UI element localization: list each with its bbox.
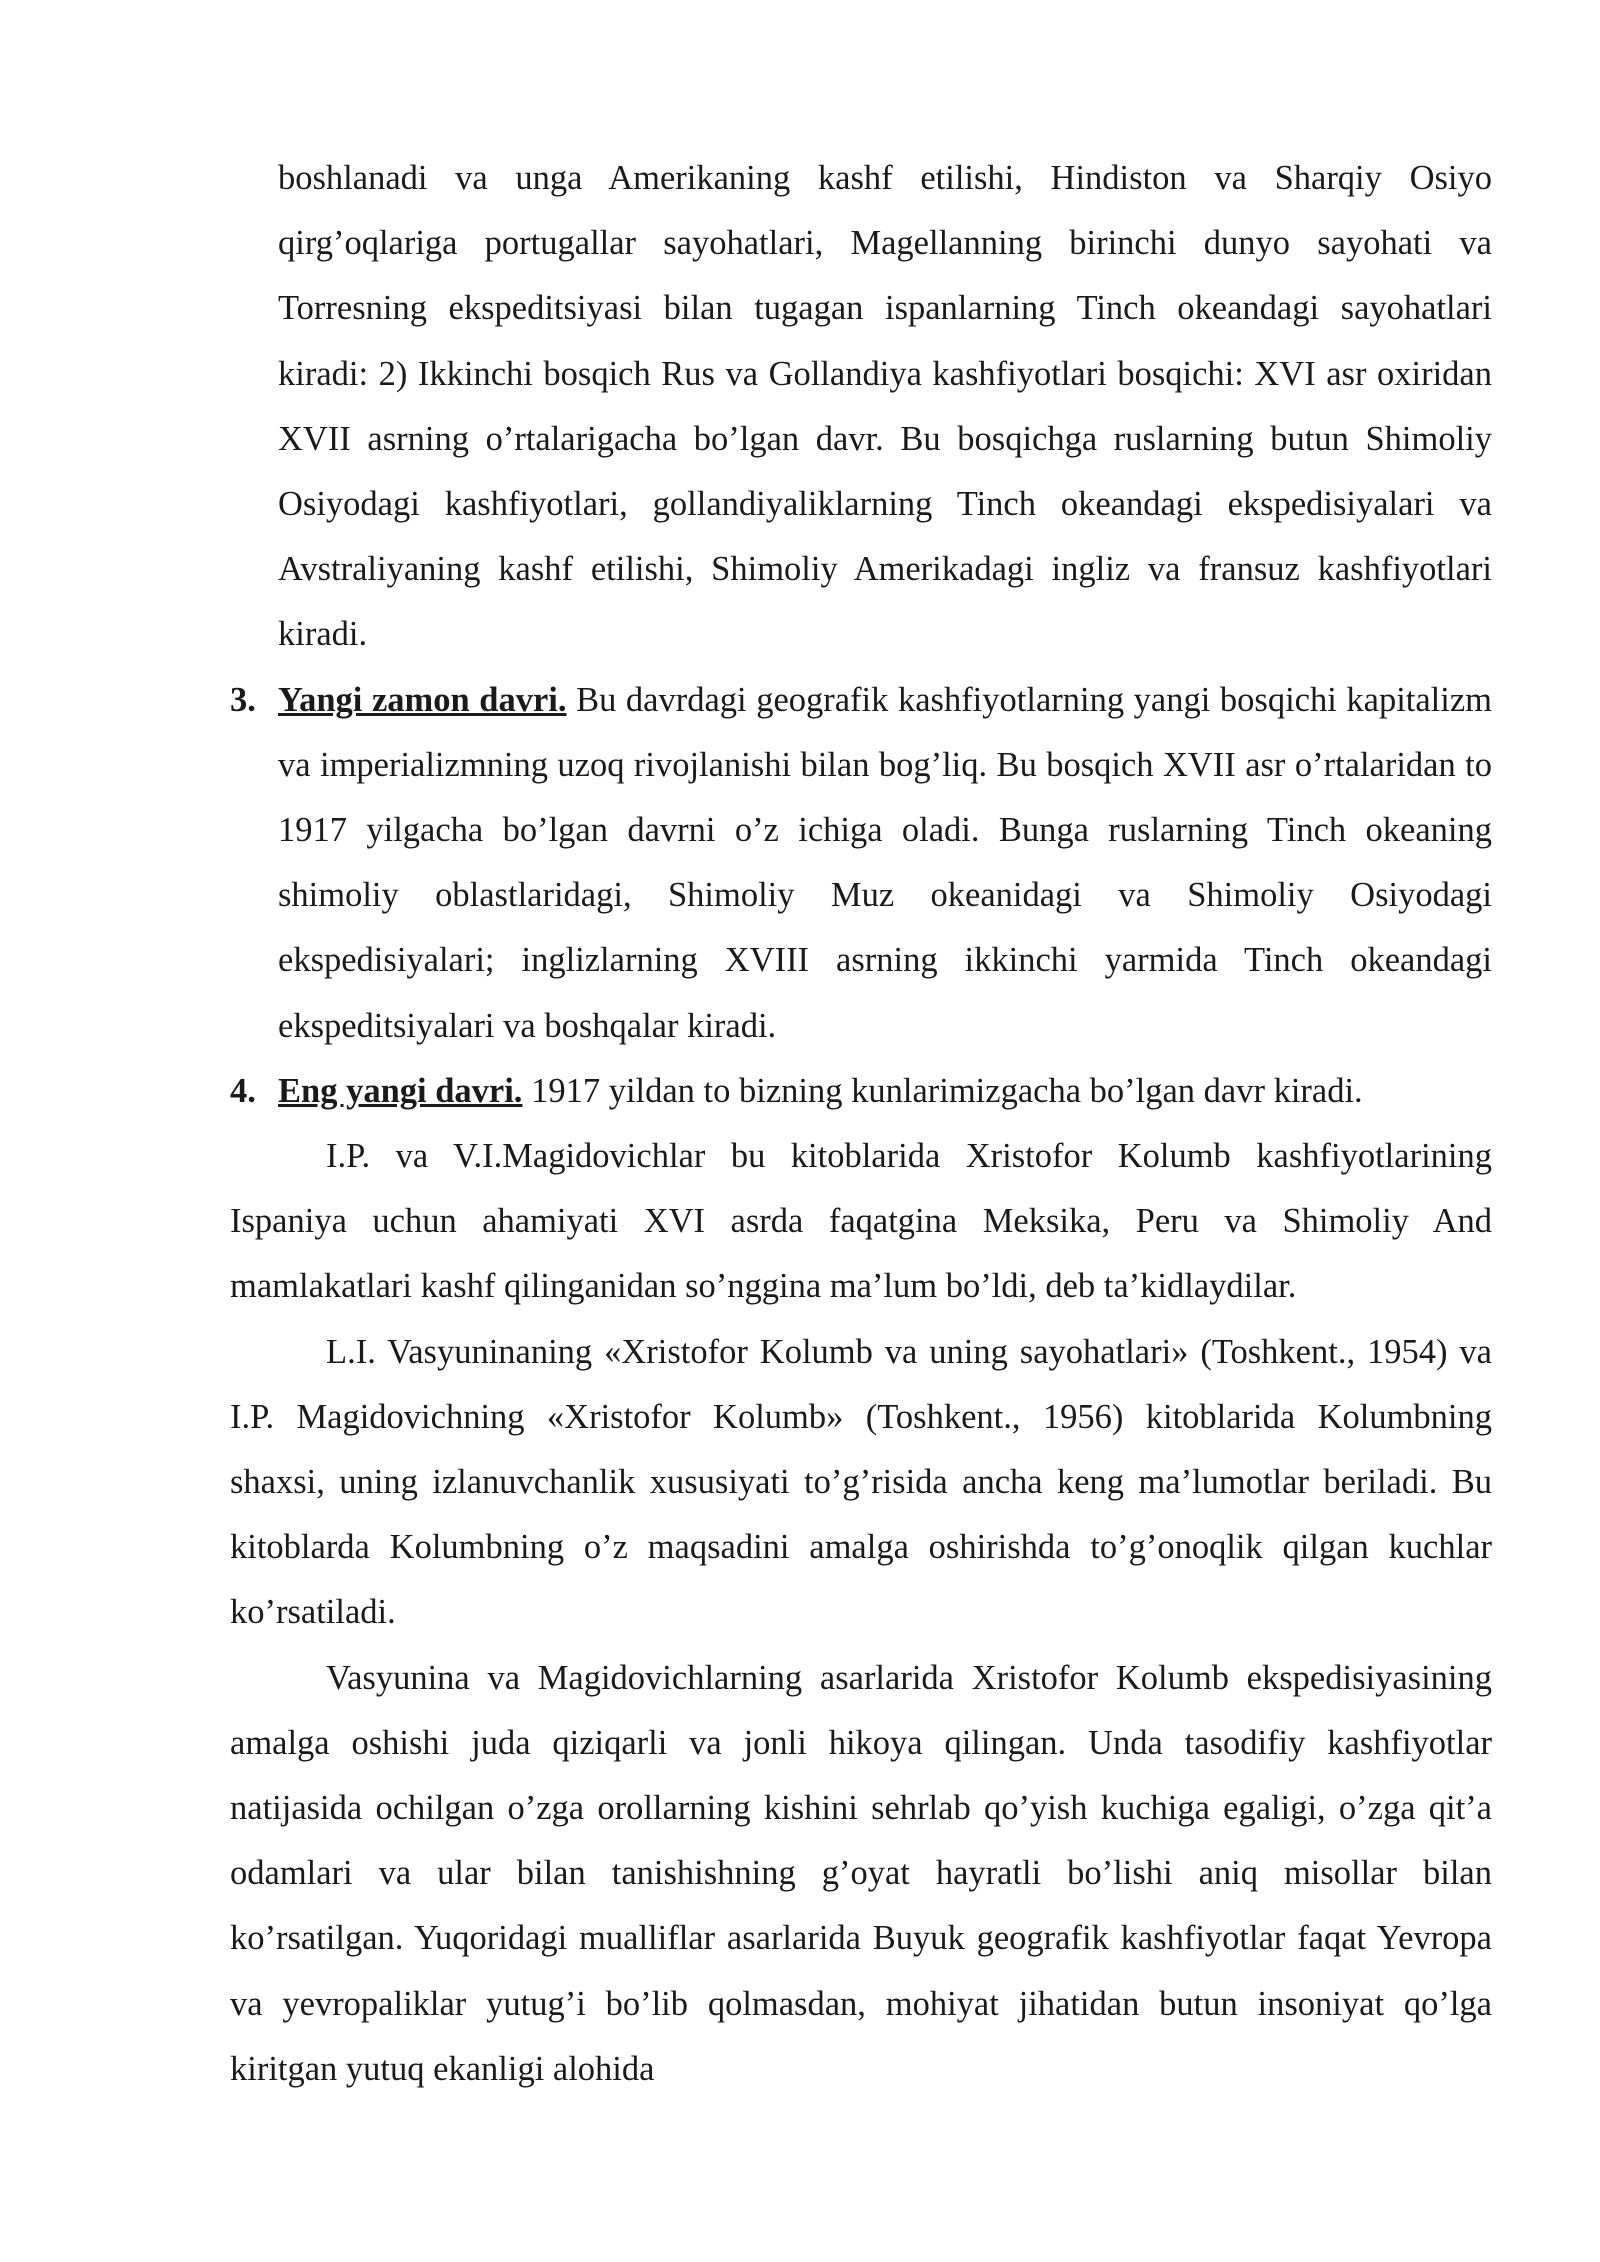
body-paragraph: L.I. Vasyuninaning «Xristofor Kolumb va uning sayohatlari» (Toshkent., 1954) va I.P. Magidovichning «Xristofor Kolumb» (Toshkent., 1956) kitoblarida Kolumbning shaxsi, uning izlanuvchanlik xususiyati to’g’risida ancha keng ma’lumotlar beriladi. Bu kitoblarda Kolumbning o’z maqsadini amalga oshirishda to’g’onoqlik qilgan kuchlar ko’rsatiladi. (230, 1332, 1492, 1632)
body-paragraph: I.P. va V.I.Magidovichlar bu kitoblarida Xristofor Kolumb kashfiyotlarining Ispaniya uchun ahamiyati XVI asrda faqatgina Meksika, Peru va Shimoliy And mamlakatlari kashf qilinganidan so’nggina ma’lum bo’ldi, deb ta’kidlaydilar. (230, 1137, 1492, 1306)
body-paragraph: Vasyunina va Magidovichlarning asarlarida Xristofor Kolumb ekspedisiyasining amalga oshishi juda qiziqarli va jonli hikoya qilingan. Unda tasodifiy kashfiyotlar natijasida ochilgan o’zga orollarning kishini sehrlab qo’yish kuchiga egaligi, o’zga qit’a odamlari va ular bilan tanishishning g’oyat hayratli bo’lishi aniq misollar bilan ko’rsatilgan. Yuqoridagi mualliflar asarlarida Buyuk geografik kashfiyotlar faqat Yevropa va yevropaliklar yutug’i bo’lib qolmasdan, mohiyat jihatidan butun insoniyat qo’lga kiritgan yutuq ekanligi alohida (230, 1658, 1492, 2088)
page-content (230, 146, 1492, 2102)
list-item-heading: Yangi zamon davri. (278, 680, 567, 719)
list-item-number: 3. (230, 680, 256, 719)
continuation-paragraph: boshlanadi va unga Amerikaning kashf etilishi, Hindiston va Sharqiy Osiyo qirg’oqlariga portugallar sayohatlari, Magellanning birinchi dunyo sayohati va Torresning ekspeditsiyasi bilan tugagan ispanlarning Tinch okeandagi sayohatlari kiradi: 2) Ikkinchi bosqich Rus va Gollandiya kashfiyotlari bosqichi: XVI asr oxiridan XVII asrning o’rtalarigacha bo’lgan davr. Bu bosqichga ruslarning butun Shimoliy Osiyodagi kashfiyotlari, gollandiyaliklarning Tinch okeandagi ekspedisiyalari va Avstraliyaning kashf etilishi, Shimoliy Amerikadagi ingliz va fransuz kashfiyotlari kiradi. (278, 159, 1492, 654)
list-item-heading: Eng yangi davri. (278, 1071, 523, 1110)
list-item-text: 1917 yildan to bizning kunlarimizgacha bo’lgan davr kiradi. (522, 1071, 1363, 1110)
list-item-number: 4. (230, 1071, 256, 1110)
list-item-text: Bu davrdagi geografik kashfiyotlarning yangi bosqichi kapitalizm va imperializmning uzoq rivojlanishi bilan bog’liq. Bu bosqich XVII asr o’rtalaridan to 1917 yilgacha bo’lgan davrni o’z ichiga oladi. Bunga ruslarning Tinch okeaning shimoliy oblastlaridagi, Shimoliy Muz okeanidagi va Shimoliy Osiyodagi ekspedisiyalari; inglizlarning XVIII asrning ikkinchi yarmida Tinch okeandagi ekspeditsiyalari va boshqalar kiradi. (278, 680, 1492, 1045)
list-item-3 (230, 668, 1492, 1059)
list-item-4 (230, 1059, 1492, 1124)
